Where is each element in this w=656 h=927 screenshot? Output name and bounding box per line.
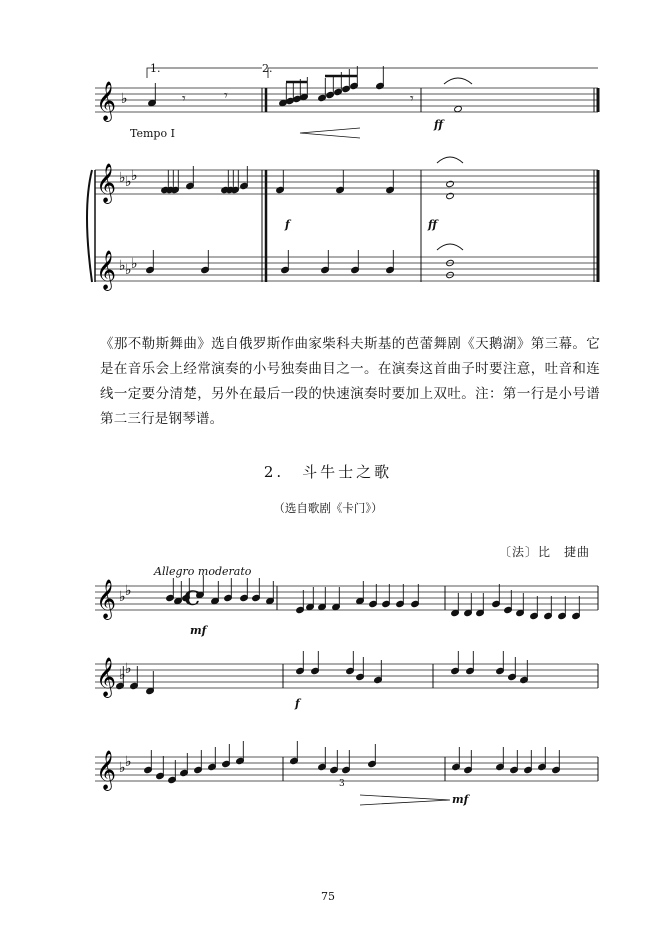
composer-credit: 〔法〕比 捷曲 xyxy=(498,545,590,559)
flat-icon: ♭ xyxy=(121,91,128,107)
page-number: 75 xyxy=(321,890,335,903)
dynamic-ff-trumpet: ff xyxy=(434,118,444,131)
hairpin xyxy=(300,128,360,138)
dynamic-mf-2: mf xyxy=(452,793,469,806)
treble-clef-icon: 𝄞 xyxy=(96,657,117,697)
treble-clef-icon: 𝄞 xyxy=(96,750,117,790)
volta-2-bracket xyxy=(268,68,598,78)
rest-icon: 𝄾 xyxy=(410,91,414,107)
treble-clef-icon: 𝄞 xyxy=(96,163,117,203)
flat-icon: ♭ xyxy=(119,589,126,605)
dynamic-ff-piano: ff xyxy=(428,218,438,231)
flat-icon: ♭ xyxy=(125,754,132,770)
volta-2-label: 2. xyxy=(262,62,273,75)
description-paragraph: 《那不勒斯舞曲》选自俄罗斯作曲家柴科夫斯基的芭蕾舞剧《天鹅湖》第三幕。它是在音乐会上经常演奏的小号独奏曲目之一。在演奏这首曲子时要注意，吐音和连线一定要分清楚，另外在最后一段的快速演奏时要加上双吐。注：第一行是小号谱第二三行是钢琴谱。 xyxy=(100,336,600,427)
fermata-icon xyxy=(437,157,463,163)
rest-icon: 𝄾 xyxy=(224,88,228,104)
dynamic-mf-1: mf xyxy=(190,624,207,637)
flat-icon: ♭ xyxy=(131,256,138,272)
notehead xyxy=(446,180,455,187)
fermata-icon xyxy=(437,244,463,250)
treble-clef-icon: 𝄞 xyxy=(96,579,117,619)
dynamic-f: f xyxy=(295,697,300,710)
flat-icon: ♭ xyxy=(119,170,126,186)
piece-subtitle: （选自歌剧《卡门》） xyxy=(273,501,383,515)
treble-clef-icon: 𝄞 xyxy=(96,250,117,290)
tempo-marking-tempo-i: Tempo I xyxy=(130,127,175,140)
flat-icon: ♭ xyxy=(119,258,126,274)
flat-icon: ♭ xyxy=(125,262,132,278)
piece-title: 2. 斗牛士之歌 xyxy=(263,463,393,481)
flat-icon: ♭ xyxy=(131,168,138,184)
flat-icon: ♭ xyxy=(125,583,132,599)
rest-icon: 𝄾 xyxy=(182,91,186,107)
flat-icon: ♭ xyxy=(119,760,126,776)
brace-icon xyxy=(87,170,92,282)
dynamic-f-piano: f xyxy=(285,218,290,231)
volta-1-label: 1. xyxy=(150,62,161,75)
treble-clef-icon: 𝄞 xyxy=(96,81,117,121)
notehead xyxy=(446,192,455,199)
flat-icon: ♭ xyxy=(119,667,126,683)
flat-icon: ♭ xyxy=(125,661,132,677)
time-signature: C xyxy=(184,586,200,610)
notehead xyxy=(454,105,463,112)
flat-icon: ♭ xyxy=(125,174,132,190)
volta-1-bracket xyxy=(147,68,262,78)
fermata-icon xyxy=(444,78,472,84)
hairpin xyxy=(360,795,450,805)
triplet-label: 3 xyxy=(339,779,345,789)
tempo-marking-allegro: Allegro moderato xyxy=(154,565,252,578)
